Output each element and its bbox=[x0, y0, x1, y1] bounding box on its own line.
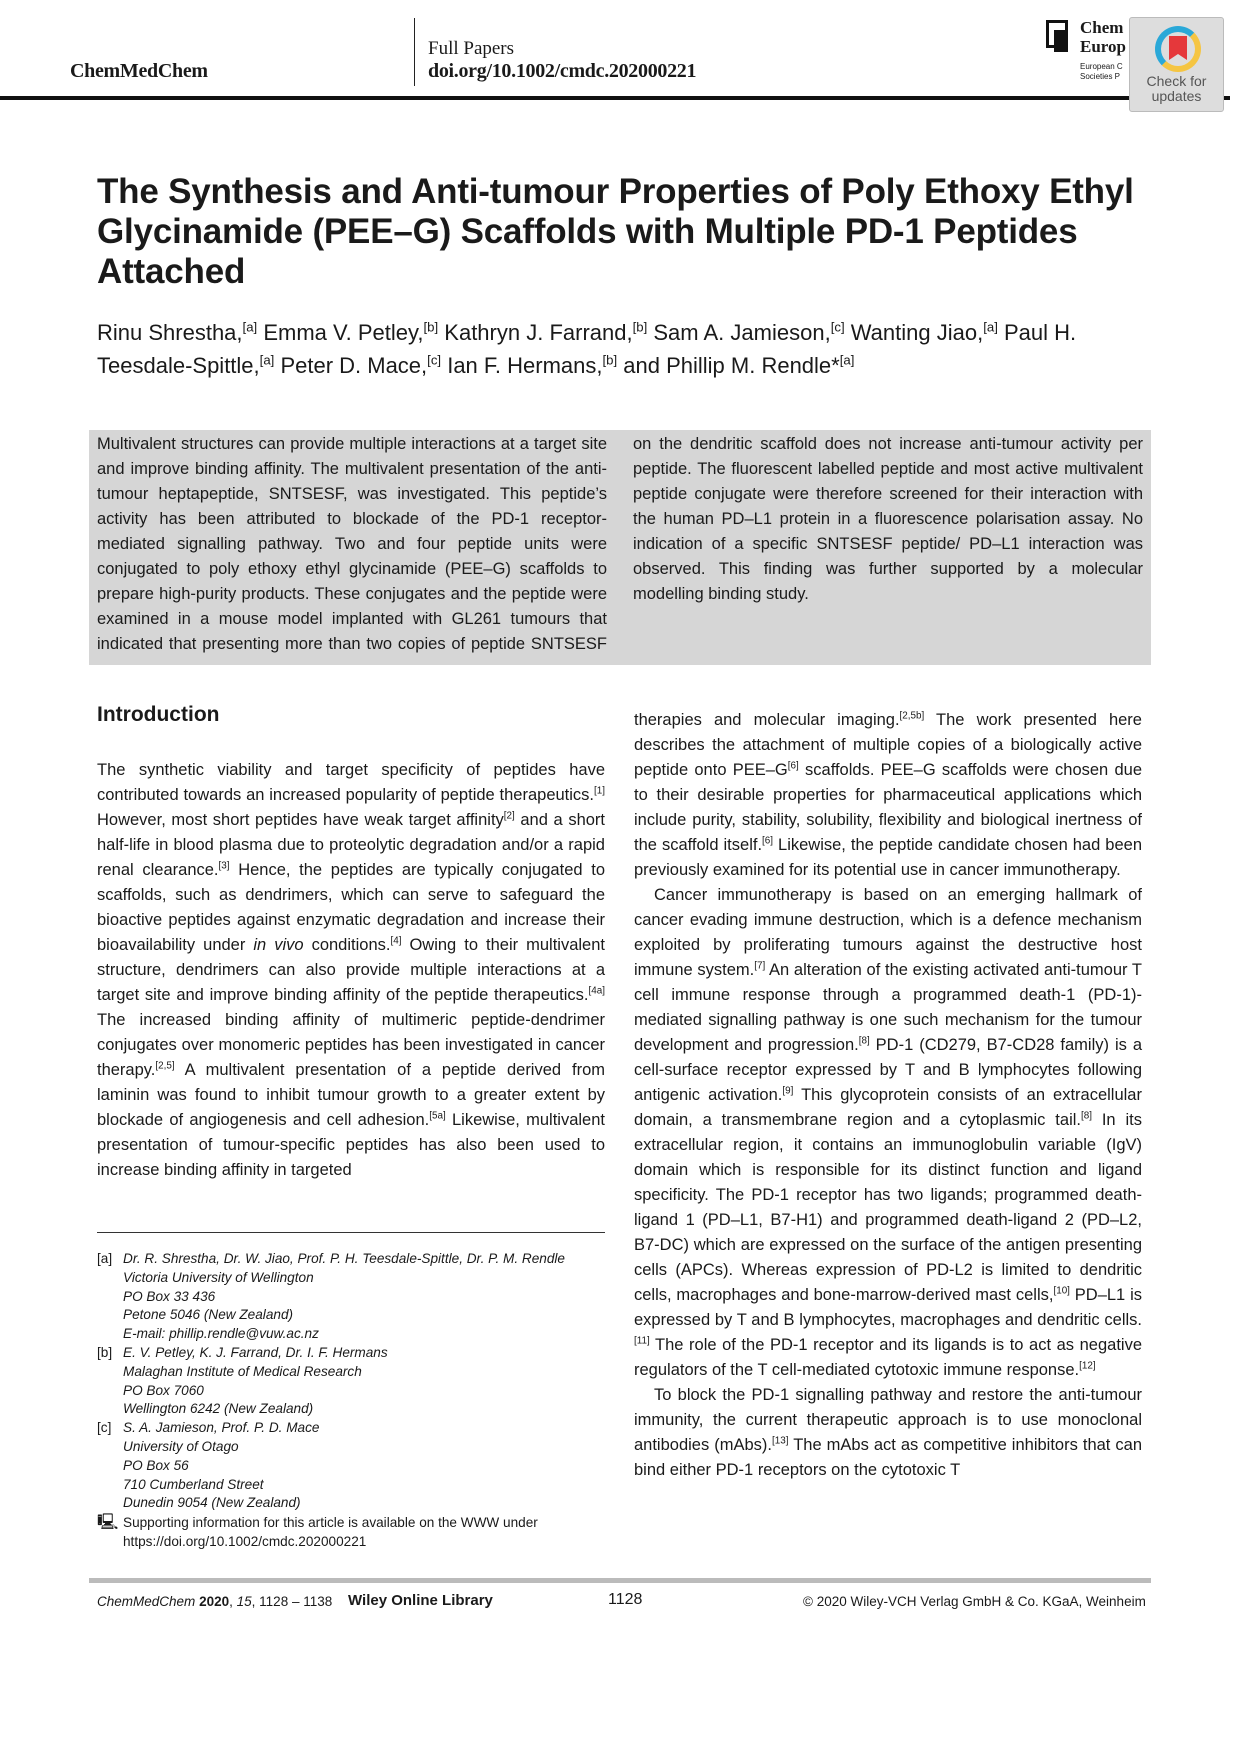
affiliation-line: E. V. Petley, K. J. Farrand, Dr. I. F. Hermans bbox=[123, 1344, 388, 1360]
paragraph bbox=[97, 758, 605, 1183]
affiliation-line: Dunedin 9054 (New Zealand) bbox=[123, 1495, 301, 1511]
text-run: Ian F. Hermans, bbox=[441, 353, 603, 378]
affiliation-line: Wellington 6242 (New Zealand) bbox=[123, 1401, 314, 1417]
reference-superscript: [13] bbox=[772, 1435, 789, 1447]
text-run: scaffolds. PEE–G scaffolds were chosen due to their desirable properties for pharmaceutical applications which include purity, stability, solubility, flexibility and biological inertness of the scaffold itself. bbox=[634, 761, 1142, 854]
computer-icon: 🖳 bbox=[97, 1514, 119, 1532]
italic-text: in vivo bbox=[253, 936, 304, 954]
text-run: Cancer immunotherapy is based on an emerging hallmark of cancer evading immune destruction, which is a defence mechanism exploited by proliferating tumours against the destructive host immune system. bbox=[634, 886, 1142, 979]
footer-bar bbox=[89, 1578, 1151, 1583]
header-divider bbox=[414, 18, 415, 86]
text-run: Owing to their multivalent structure, dendrimers can also provide multiple interactions at a target site and improve binding affinity of the peptide therapeutics. bbox=[97, 936, 605, 1004]
copyright: © 2020 Wiley-VCH Verlag GmbH & Co. KGaA, Weinheim bbox=[803, 1594, 1146, 1609]
reference-superscript: [6] bbox=[762, 835, 774, 847]
reference-superscript: [4a] bbox=[588, 985, 605, 997]
cite-volume: 15 bbox=[236, 1594, 252, 1609]
text-run: Hence, the peptides are typically conjugated to scaffolds, such as dendrimers, which can serve to safeguard the bioactive peptides against enzymatic degradation and increase their bioavailability under bbox=[97, 861, 605, 954]
affiliations bbox=[97, 1250, 605, 1552]
text-run: and Phillip M. Rendle* bbox=[617, 353, 840, 378]
logo-small2: Societies P bbox=[1080, 72, 1121, 81]
text-run: Wanting Jiao, bbox=[844, 320, 984, 345]
supporting-info-text[interactable]: Supporting information for this article is available on the WWW under https://doi.org/10.1002/cmdc.202000221 bbox=[123, 1515, 538, 1549]
reference-superscript: [8] bbox=[1080, 1110, 1092, 1122]
reference-superscript: [b] bbox=[602, 352, 618, 368]
text-run: The synthetic viability and target specificity of peptides have contributed towards an increased popularity of peptide therapeutics. bbox=[97, 761, 605, 804]
text-run: To block the PD-1 signalling pathway and restore the anti-tumour immunity, the current therapeutic approach is to use monoclonal antibodies (mAbs). bbox=[634, 1386, 1142, 1454]
text-run: Kathryn J. Farrand, bbox=[438, 320, 633, 345]
page-number: 1128 bbox=[608, 1591, 643, 1608]
reference-superscript: [7] bbox=[754, 960, 766, 972]
affiliation-line: University of Otago bbox=[123, 1438, 239, 1454]
section-heading-introduction: Introduction bbox=[97, 703, 220, 726]
footer-citation: ChemMedChem 2020, 15, 1128 – 1138 bbox=[97, 1594, 333, 1609]
header-rule bbox=[0, 96, 1230, 100]
cite-year: 2020 bbox=[199, 1594, 230, 1609]
section-label: Full Papers bbox=[428, 38, 515, 59]
reference-superscript: [1] bbox=[594, 785, 605, 797]
text-run: Paul H. Teesdale-Spittle, bbox=[97, 320, 1077, 378]
reference-superscript: [a] bbox=[983, 319, 998, 335]
reference-superscript: [b] bbox=[423, 319, 439, 335]
wiley-online-library-link[interactable]: Wiley Online Library bbox=[348, 1592, 493, 1609]
affiliation-line: Dr. R. Shrestha, Dr. W. Jiao, Prof. P. H. Teesdale-Spittle, Dr. P. M. Rendle bbox=[123, 1251, 565, 1266]
author-list bbox=[97, 316, 1157, 382]
text-run: This glycoprotein consists of an extracellular domain, a transmembrane region and a cytoplasmic tail. bbox=[634, 1086, 1142, 1129]
reference-superscript: [a] bbox=[242, 319, 258, 335]
text-run: Sam A. Jamieson, bbox=[647, 320, 831, 345]
cite-journal: ChemMedChem bbox=[97, 1594, 196, 1609]
reference-superscript: [2,5b] bbox=[899, 710, 925, 722]
reference-superscript: [a] bbox=[839, 352, 855, 368]
reference-superscript: [6] bbox=[787, 760, 799, 772]
body-left-column bbox=[97, 758, 605, 1183]
check-for-updates-button[interactable] bbox=[1129, 17, 1224, 112]
affiliation bbox=[97, 1419, 605, 1513]
text-run: A multivalent presentation of a peptide derived from laminin was found to inhibit tumour growth to a greater extent by blockade of angiogenesis and cell adhesion. bbox=[97, 1061, 605, 1129]
check-for-updates-label: Check for updates bbox=[1146, 73, 1207, 104]
text-run: PD-1 (CD279, B7-CD28 family) is a cell-surface receptor expressed by T and B lymphocytes following antigenic activation. bbox=[634, 1036, 1142, 1104]
reference-superscript: [3] bbox=[218, 860, 230, 872]
text-run: Emma V. Petley, bbox=[257, 320, 424, 345]
article-title: The Synthesis and Anti-tumour Properties of Poly Ethoxy Ethyl Glycinamide (PEE–G) Scaffolds with Multiple PD-1 Peptides Attached bbox=[97, 172, 1134, 291]
text-run: In its extracellular region, it contains an immunoglobulin variable (IgV) domain which is responsible for its distinct function and ligand specificity. The PD-1 receptor has two ligands; programmed death-ligand 1 (PD–L1, B7-H1) and programmed death-ligand 2 (PD–L2, B7-DC) which are expressed on the surface of the antigen presenting cells (APCs). Whereas expression of PD-L2 is limited to dendritic cells, macrophages and bone-marrow-derived mast cells, bbox=[634, 1111, 1142, 1304]
affiliation-line[interactable]: E-mail: phillip.rendle@vuw.ac.nz bbox=[123, 1326, 319, 1342]
affiliation bbox=[97, 1250, 605, 1344]
affiliation-key: [c] bbox=[97, 1420, 112, 1436]
journal-name: ChemMedChem bbox=[70, 60, 208, 82]
logo-mark-fill bbox=[1054, 30, 1068, 52]
reference-superscript: [5a] bbox=[429, 1110, 446, 1122]
reference-superscript: [b] bbox=[632, 319, 648, 335]
text-run: PD–L1 is expressed by T and B lymphocytes, macrophages and dendritic cells. bbox=[634, 1286, 1142, 1329]
reference-superscript: [8] bbox=[858, 1035, 870, 1047]
text-run: Likewise, multivalent presentation of tumour-specific peptides has also been used to increase binding affinity in targeted bbox=[97, 1111, 605, 1179]
affiliation-line: PO Box 7060 bbox=[123, 1382, 204, 1398]
affiliation-line: S. A. Jamieson, Prof. P. D. Mace bbox=[123, 1420, 320, 1436]
logo-line2: Europ bbox=[1080, 37, 1126, 56]
doi-link[interactable]: doi.org/10.1002/cmdc.202000221 bbox=[428, 60, 697, 82]
text-run: However, most short peptides have weak target affinity bbox=[97, 811, 504, 829]
abstract: Multivalent structures can provide multiple interactions at a target site and improve binding affinity. The multivalent presentation of the anti-tumour heptapeptide, SNTSESF, was investigated. This peptide’s activity has been attributed to blockade of the PD-1 receptor-mediated signalling pathway. Two and four peptide units were conjugated to poly ethoxy ethyl glycinamide (PEE–G) scaffolds to prepare high-purity products. These conjugates and the peptide were examined in a mouse model implanted with GL261 tumours that indicated that presenting more than two copies of peptide SNTSESF on the dendritic scaffold does not increase anti-tumour activity per peptide. The fluorescent labelled peptide and most active multivalent peptide conjugate were therefore screened for their interaction with the human PD–L1 protein in a fluorescence polarisation assay. No indication of a specific SNTSESF peptide/ PD–L1 interaction was observed. This finding was further supported by a molecular modelling binding study. bbox=[89, 430, 1151, 665]
reference-superscript: [11] bbox=[634, 1335, 650, 1347]
affiliation-line: Victoria University of Wellington bbox=[123, 1269, 314, 1285]
cite-pages: 1128 – 1138 bbox=[259, 1594, 333, 1609]
reference-superscript: [10] bbox=[1053, 1285, 1070, 1297]
affiliation-key: [a] bbox=[97, 1251, 113, 1266]
chemistry-europe-logo bbox=[1046, 18, 1136, 88]
logo-line1: Chem bbox=[1080, 18, 1124, 37]
reference-superscript: [c] bbox=[427, 352, 442, 368]
text-run: Peter D. Mace, bbox=[274, 353, 428, 378]
text-run: The work presented here describes the attachment of multiple copies of a biologically active peptide onto PEE–G bbox=[634, 711, 1142, 779]
reference-superscript: [a] bbox=[259, 352, 275, 368]
reference-superscript: [9] bbox=[782, 1085, 794, 1097]
text-run: The role of the PD-1 receptor and its ligands is to act as negative regulators of the T cell-mediated cytotoxic immune response. bbox=[634, 1336, 1142, 1379]
paragraph bbox=[634, 883, 1142, 1383]
reference-superscript: [4] bbox=[390, 935, 402, 947]
text-run: therapies and molecular imaging. bbox=[634, 711, 900, 729]
text-run: conditions. bbox=[303, 936, 391, 954]
reference-superscript: [2] bbox=[503, 810, 515, 822]
affiliation-line: Malaghan Institute of Medical Research bbox=[123, 1363, 362, 1379]
affiliation-line: PO Box 33 436 bbox=[123, 1288, 216, 1304]
footnote-rule bbox=[97, 1232, 605, 1233]
affiliation-line: Petone 5046 (New Zealand) bbox=[123, 1307, 294, 1323]
affiliation bbox=[97, 1344, 605, 1419]
paragraph bbox=[634, 1383, 1142, 1483]
logo-small1: European C bbox=[1080, 62, 1123, 71]
reference-superscript: [c] bbox=[830, 319, 845, 335]
text-run: An alteration of the existing activated anti-tumour T cell immune response through a programmed death-1 (PD-1)-mediated signalling pathway is one such mechanism for the tumour development and progression. bbox=[634, 961, 1142, 1054]
text-run: and a short half-life in blood plasma due to proteolytic degradation and/or a rapid renal clearance. bbox=[97, 811, 605, 879]
text-run: Likewise, the peptide candidate chosen had been previously examined for its potential use in cancer immunotherapy. bbox=[634, 836, 1142, 879]
affiliation-line: PO Box 56 bbox=[123, 1457, 189, 1473]
reference-superscript: [12] bbox=[1079, 1360, 1096, 1372]
body-right-column bbox=[634, 708, 1142, 1483]
reference-superscript: [2,5] bbox=[155, 1060, 175, 1072]
affiliation-key: [b] bbox=[97, 1344, 113, 1360]
text-run: The increased binding affinity of multimeric peptide-dendrimer conjugates over monomeric peptides has been investigated in cancer therapy. bbox=[97, 1011, 605, 1079]
affiliation-line: 710 Cumberland Street bbox=[123, 1476, 264, 1492]
paragraph bbox=[634, 708, 1142, 883]
supporting-info-note bbox=[97, 1514, 605, 1552]
text-run: Rinu Shrestha, bbox=[97, 320, 243, 345]
text-run: The mAbs act as competitive inhibitors that can bind either PD-1 receptors on the cytotoxic T bbox=[634, 1436, 1142, 1479]
